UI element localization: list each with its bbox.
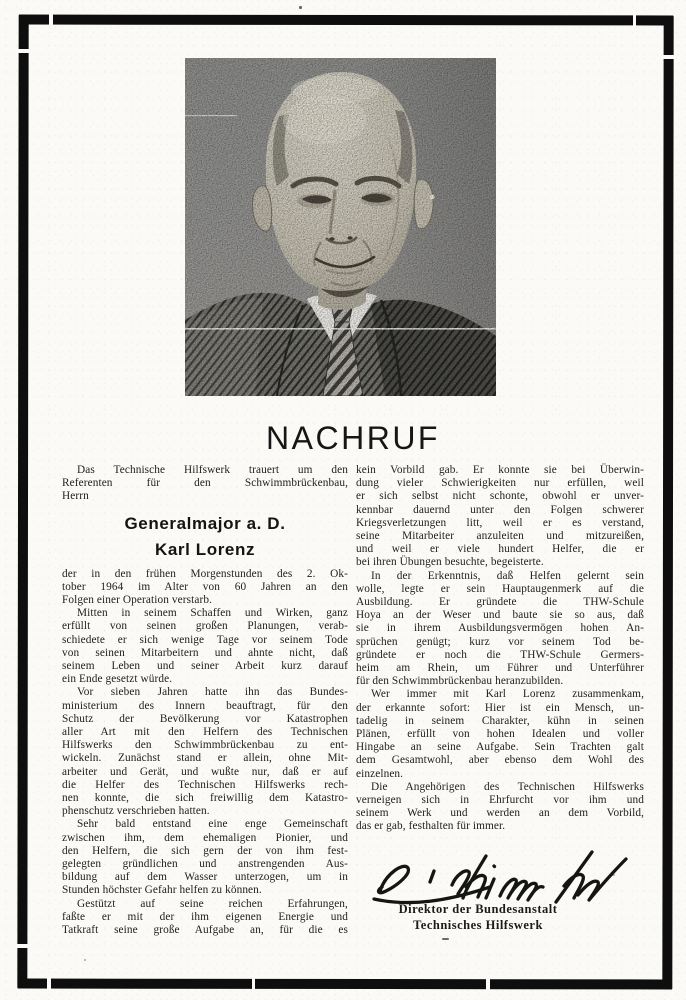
text-line: sie in ihrem Ausbildungsvermögen hohen An- xyxy=(356,622,644,635)
text-line: verneigen sich in Ehrfurcht vor ihm und xyxy=(356,794,644,807)
text-line: tober 1964 im Alter von 60 Jahren an den xyxy=(62,580,348,593)
text-line: Die Angehörigen des Technischen Hilfswerks xyxy=(371,780,644,793)
border-gap xyxy=(486,976,490,991)
text-line: Herrn xyxy=(62,490,89,503)
text-line: bildung auf dem Wasser unterzogen, um in xyxy=(62,871,348,884)
text-line: ministerium des Innern beauftragt, für den xyxy=(62,699,348,712)
text-line: der in den frühen Morgenstunden des 2. Ok- xyxy=(62,567,348,580)
border-gap xyxy=(49,13,53,27)
text-line: Gestützt auf seine reichen Erfahrungen, xyxy=(77,897,348,910)
text-line: seinem Werk und werden an dem Vorbild, xyxy=(356,807,644,820)
scan-speckle xyxy=(84,959,86,961)
text-line: faßte er mit der ihm eigenen Energie und xyxy=(62,910,348,923)
text-line: gelegten gründlichen und anstrengenden Aus- xyxy=(62,858,348,871)
text-line: dem Gesamtwohl, aber ebenso dem Wohl des xyxy=(356,754,644,767)
border-gap xyxy=(660,55,675,59)
scan-speckle xyxy=(442,938,449,940)
text-line: Plänen, erfüllt von hohen Idealen und voller xyxy=(356,728,644,741)
text-line: Hilfswerks den Schwimmbrückenbau zu ent- xyxy=(62,739,348,752)
text-line: das er gab, festhalten für immer. xyxy=(356,820,506,833)
text-line: einzelnen. xyxy=(356,767,404,780)
text-line: Mitten in seinem Schaffen und Wirken, ganz xyxy=(77,607,348,620)
right-column xyxy=(356,464,644,834)
text-line: kein Vorbild gab. Er konnte sie bei Überwin- xyxy=(356,464,644,476)
page-title: NACHRUF xyxy=(266,420,440,456)
border-gap xyxy=(47,976,51,991)
text-line: Stunden höchster Gefahr helfen zu können. xyxy=(62,884,262,897)
border-gap xyxy=(252,976,255,991)
border-gap xyxy=(16,49,30,53)
text-line: kennbar dauernd unter den Folgen schwerer xyxy=(356,503,644,516)
text-line: von seinen Mitarbeitern und ahnte nicht, daß xyxy=(62,646,348,659)
text-line: arbeiter und Gerät, und wußte nur, daß er auf xyxy=(62,765,348,778)
text-line: dung vieler Schwierigkeiten nur erfüllen, weil xyxy=(356,477,644,490)
signer-role-line1: Direktor der Bundesanstalt xyxy=(398,902,558,916)
portrait-photo xyxy=(185,58,496,396)
text-line: Folgen einer Operation verstarb. xyxy=(62,594,213,607)
text-line: Tatkraft seine große Aufgabe an, für die es xyxy=(62,924,348,937)
text-line: heim am Rhein, um Führer und Unterführer xyxy=(356,662,644,675)
text-line: gründete er noch die THW-Schule Germers- xyxy=(356,648,644,661)
text-line: Sehr bald entstand eine enge Gemeinschaft xyxy=(77,818,348,831)
signer-role-line2: Technisches Hilfswerk xyxy=(413,918,543,932)
text-line: ein Ende gesetzt würde. xyxy=(62,673,173,686)
text-line: er sich selbst nicht schonte, obwohl er unver- xyxy=(356,490,644,503)
text-line: Hoya an der Weser und baute sie so aus, daß xyxy=(356,609,644,622)
text-line: tadelig in seinem Charakter, kühn in seinen xyxy=(356,714,644,727)
text-line: Das Technische Hilfswerk trauert um den xyxy=(77,464,348,476)
left-column xyxy=(62,464,348,937)
text-line: den Helfern, die sich gern der von ihm fest- xyxy=(62,844,348,857)
border-gap xyxy=(16,944,30,948)
text-line: Kriegsverletzungen litt, weil er es verstand, xyxy=(356,516,644,529)
text-line: In der Erkenntnis, daß Helfen gelernt sein xyxy=(371,569,644,582)
text-line: aller Art mit den Helfern des Technischen xyxy=(62,726,348,739)
text-line: sprüchen genügt; kurz vor seinem Tod be- xyxy=(356,635,644,648)
honoree-title: Generalmajor a. D. xyxy=(124,513,286,533)
text-line: phenschutz verschrieben hatten. xyxy=(62,805,210,818)
border-gap xyxy=(633,13,636,27)
text-line: Hingabe an seine Aufgabe. Sein Trachten galt xyxy=(356,741,644,754)
text-line: bei ihren Übungen besuchte, begeisterte. xyxy=(356,556,544,569)
text-line: Ausbildung. Er gründete die THW-Schule xyxy=(356,596,644,609)
text-line: zwischen ihm, dem ehemaligen Pionier, und xyxy=(62,831,348,844)
honoree-name: Karl Lorenz xyxy=(154,539,256,559)
text-line: nen konnte, die sich freiwillig dem Katastro- xyxy=(62,792,348,805)
text-line: der erkannte sofort: Hier ist ein Mensch, un- xyxy=(356,701,644,714)
text-line: und weil er viele hundert Helfer, die er xyxy=(356,543,644,556)
text-line: seinem Leben und seiner Arbeit kurz darauf xyxy=(62,660,348,673)
text-line: seine Mitarbeiter anzuleiten und mitzureißen, xyxy=(356,530,644,543)
text-line: wickeln. Zunächst stand er allein, ohne Mit- xyxy=(62,752,348,765)
scan-speckle xyxy=(299,6,302,9)
text-line: Vor sieben Jahren hatte ihn das Bundes- xyxy=(77,686,348,699)
text-line: für den Schwimmbrückenbau heranzubilden. xyxy=(356,675,564,688)
text-line: schiedete er sich wenige Tage vor seinem Tode xyxy=(62,633,348,646)
signer-caption xyxy=(370,901,586,933)
text-line: Referenten für den Schwimmbrückenbau, xyxy=(62,477,348,490)
text-line: Wer immer mit Karl Lorenz zusammenkam, xyxy=(371,688,644,701)
text-line: erfüllt von seinen großen Planungen, verab- xyxy=(62,620,348,633)
text-line: die Helfer des Technischen Hilfswerks rech- xyxy=(62,778,348,791)
signature-scrawl xyxy=(368,849,640,909)
text-line: Schutz der Bevölkerung vor Katastrophen xyxy=(62,712,348,725)
text-line: wolle, legte er sein Hauptaugenmerk auf die xyxy=(356,582,644,595)
